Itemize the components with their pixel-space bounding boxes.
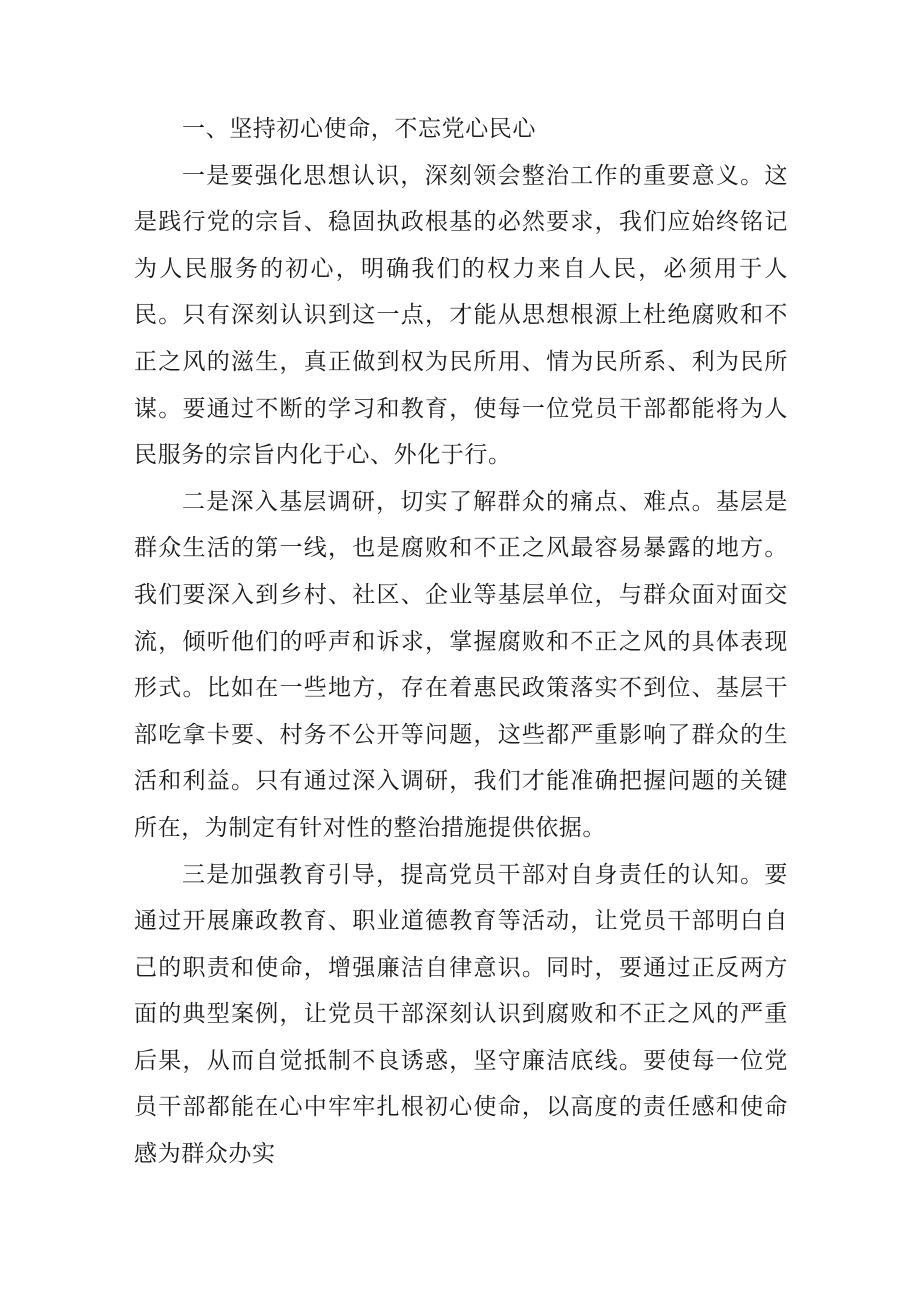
paragraph-1: 一是要强化思想认识，深刻领会整治工作的重要意义。这是践行党的宗旨、稳固执政根基的必然要求，我们应始终铭记为人民服务的初心，明确我们的权力来自人民，必须用于人民。只有深刻认识到这一点，才能从思想根源上杜绝腐败和不正之风的滋生，真正做到权为民所用、情为民所系、利为民所谋。要通过不断的学习和教育，使每一位党员干部都能将为人民服务的宗旨内化于心、外化于行。 <box>134 162 788 469</box>
paragraph-2: 二是深入基层调研，切实了解群众的痛点、难点。基层是群众生活的第一线，也是腐败和不正之风最容易暴露的地方。我们要深入到乡村、社区、企业等基层单位，与群众面对面交流，倾听他们的呼声和诉求，掌握腐败和不正之风的具体表现形式。比如在一些地方，存在着惠民政策落实不到位、基层干部吃拿卡要、村务不公开等问题，这些都严重影响了群众的生活和利益。只有通过深入调研，我们才能准确把握问题的关键所在，为制定有针对性的整治措施提供依据。 <box>134 488 788 841</box>
section-heading: 一、坚持初心使命，不忘党心民心 <box>182 116 536 142</box>
document-body <box>134 106 788 1178</box>
paragraph-3: 三是加强教育引导，提高党员干部对自身责任的认知。要通过开展廉政教育、职业道德教育等活动，让党员干部明白自己的职责和使命，增强廉洁自律意识。同时，要通过正反两方面的典型案例，让党员干部深刻认识到腐败和不正之风的严重后果，从而自觉抵制不良诱惑，坚守廉洁底线。要使每一位党员干部都能在心中牢牢扎根初心使命，以高度的责任感和使命感为群众办实 <box>134 861 788 1168</box>
